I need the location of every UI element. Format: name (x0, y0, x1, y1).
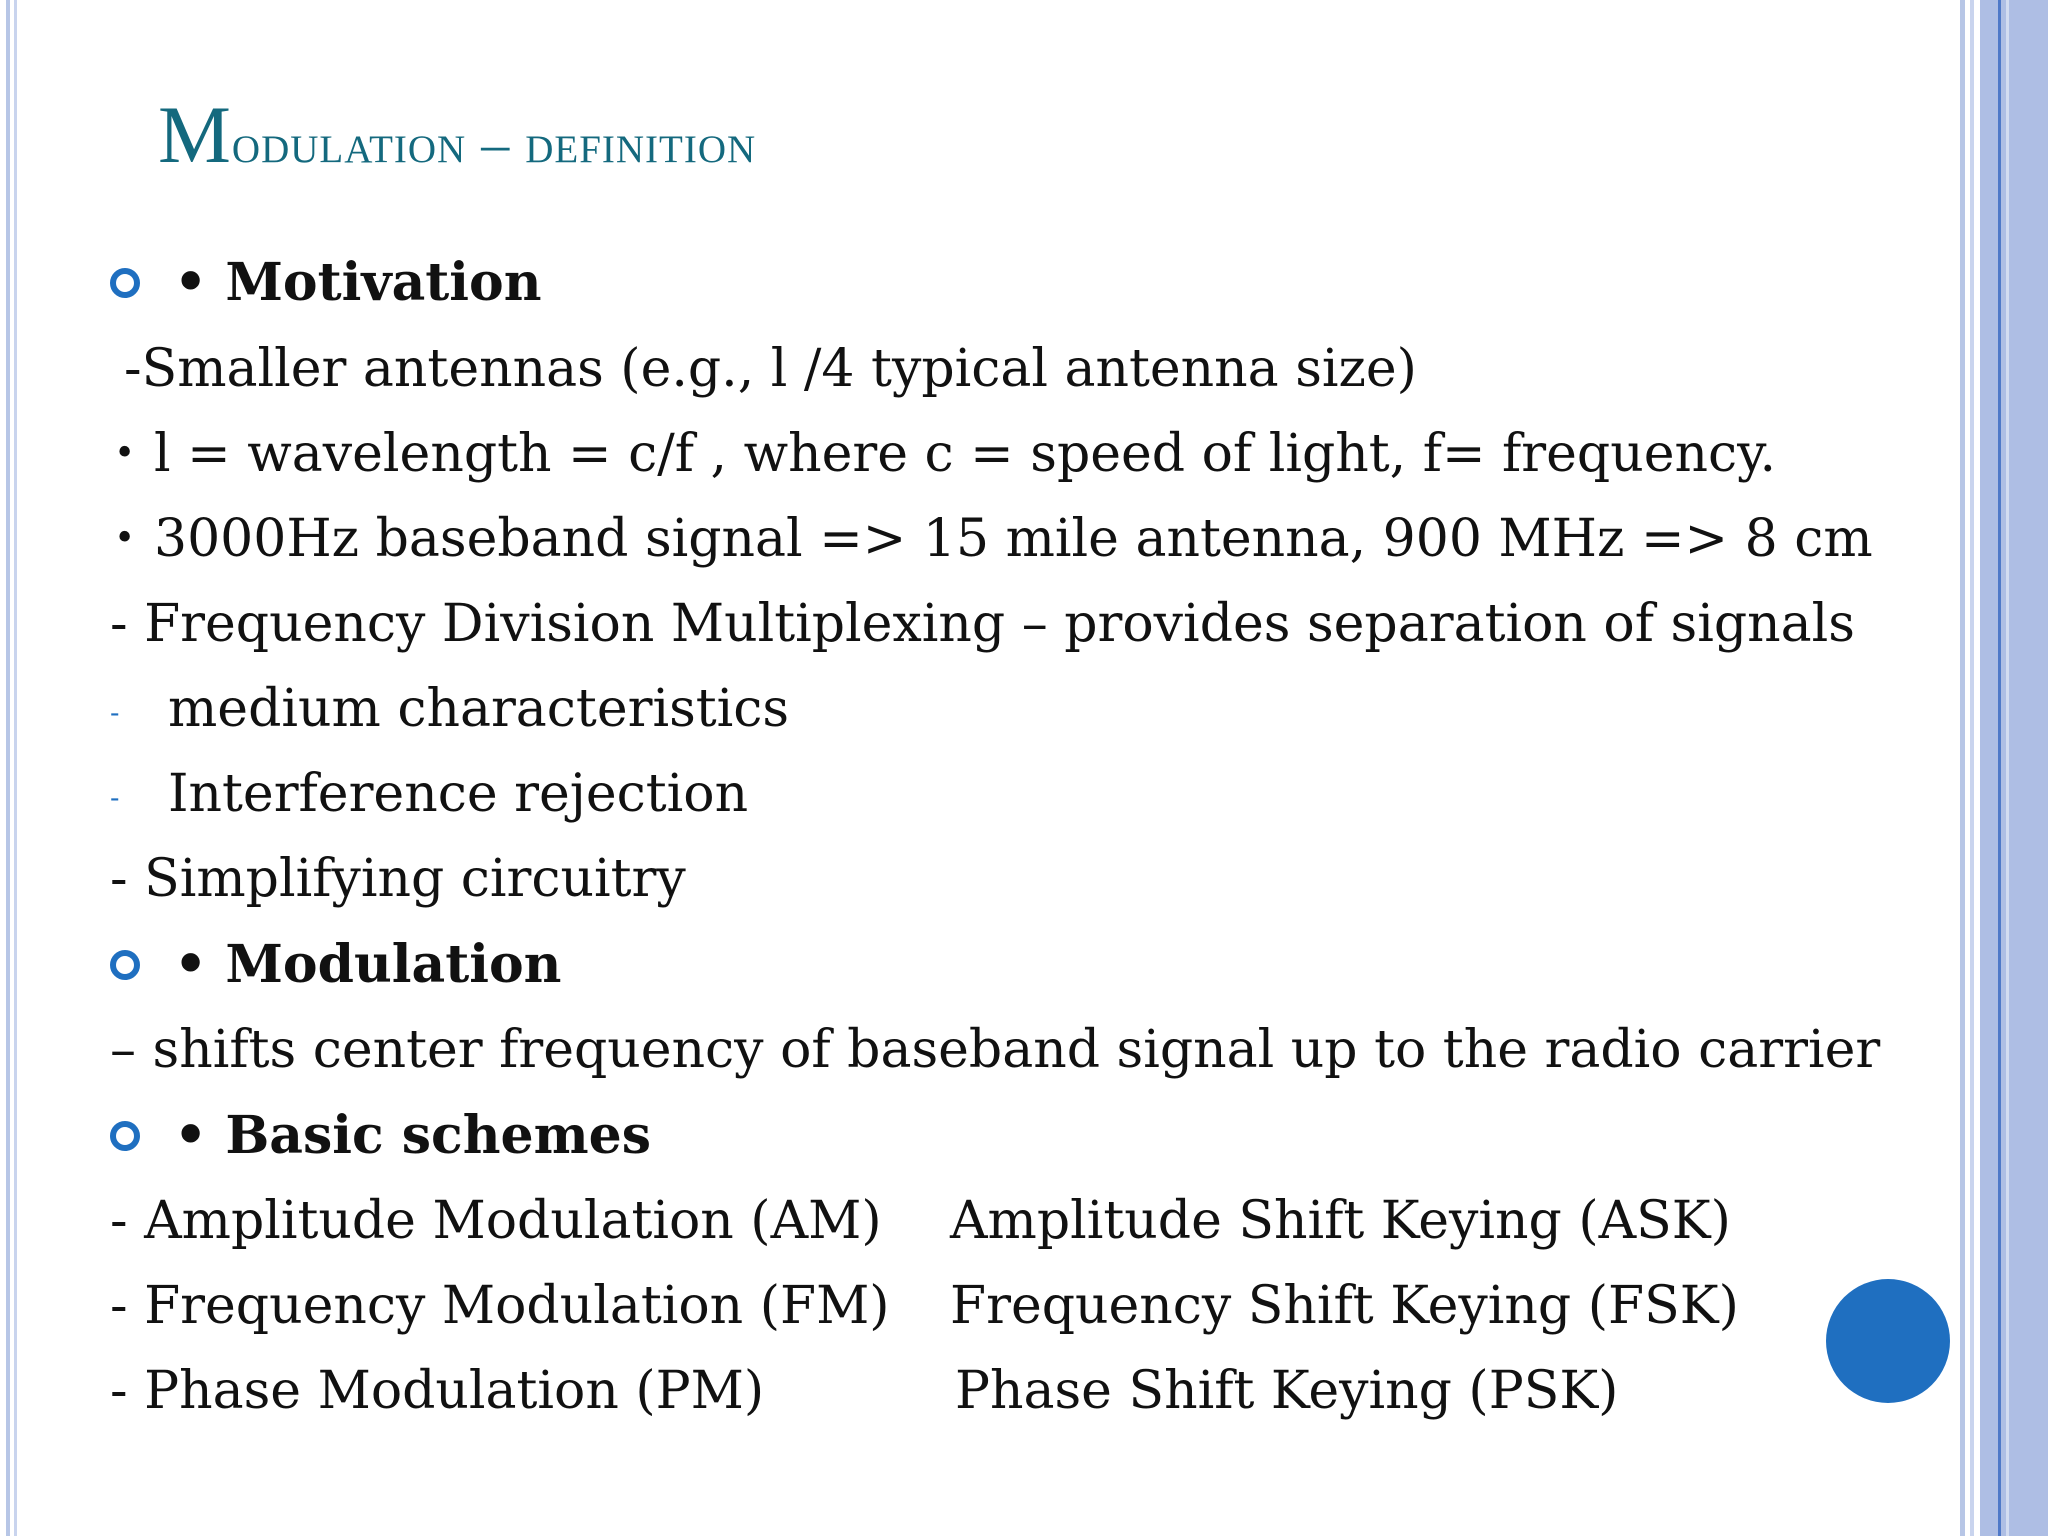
left-border-line-inner (14, 0, 17, 1536)
modulation-line: – shifts center frequency of baseband signal up to the radio carrier (110, 1020, 1881, 1080)
modulation-heading (110, 934, 562, 995)
basic-schemes-heading-text: • Basic schemes (174, 1105, 651, 1166)
motivation-line-3 (114, 509, 1873, 569)
motivation-heading (110, 252, 542, 313)
scheme-digital-ask: Amplitude Shift Keying (ASK) (950, 1191, 1731, 1251)
scheme-analog-am: - Amplitude Modulation (AM) (110, 1191, 882, 1251)
slide-title-rest: odulation – definition (231, 113, 757, 175)
motivation-line-6 (110, 764, 749, 824)
decorative-circle-icon (1826, 1279, 1950, 1403)
small-bullet-icon: • (114, 517, 136, 559)
motivation-line-2-text: l = wavelength = c/f , where c = speed of light, f= frequency. (154, 424, 1777, 484)
right-band-accent-line (1998, 0, 2001, 1536)
motivation-line-1: -Smaller antennas (e.g., l /4 typical antenna size) (124, 339, 1417, 399)
ring-bullet-icon (110, 950, 140, 980)
slide-title (158, 86, 756, 184)
modulation-heading-text: • Modulation (174, 934, 562, 995)
scheme-digital-fsk: Frequency Shift Keying (FSK) (950, 1276, 1739, 1336)
left-border-line (6, 0, 10, 1536)
right-band-light-line (2006, 0, 2009, 1536)
scheme-analog-fm: - Frequency Modulation (FM) (110, 1276, 890, 1336)
right-border-line (1960, 0, 1965, 1536)
dash-bullet-icon: - (110, 780, 120, 814)
right-decorative-band (1980, 0, 2048, 1536)
motivation-line-5 (110, 679, 790, 739)
right-border-line-inner (1970, 0, 1974, 1536)
motivation-line-3-text: 3000Hz baseband signal => 15 mile antenna, 900 MHz => 8 cm (154, 509, 1873, 569)
basic-schemes-heading (110, 1105, 651, 1166)
slide-title-initial: M (158, 89, 232, 180)
dash-bullet-icon: - (110, 695, 120, 729)
motivation-line-7: - Simplifying circuitry (110, 849, 686, 909)
ring-bullet-icon (110, 268, 140, 298)
scheme-analog-pm: - Phase Modulation (PM) (110, 1361, 765, 1421)
motivation-line-2 (114, 424, 1777, 484)
motivation-line-5-text: medium characteristics (168, 679, 790, 739)
small-bullet-icon: • (114, 432, 136, 474)
motivation-line-6-text: Interference rejection (168, 764, 749, 824)
scheme-digital-psk: Phase Shift Keying (PSK) (955, 1361, 1619, 1421)
ring-bullet-icon (110, 1121, 140, 1151)
motivation-line-4: - Frequency Division Multiplexing – provides separation of signals (110, 594, 1855, 654)
motivation-heading-text: • Motivation (174, 252, 542, 313)
